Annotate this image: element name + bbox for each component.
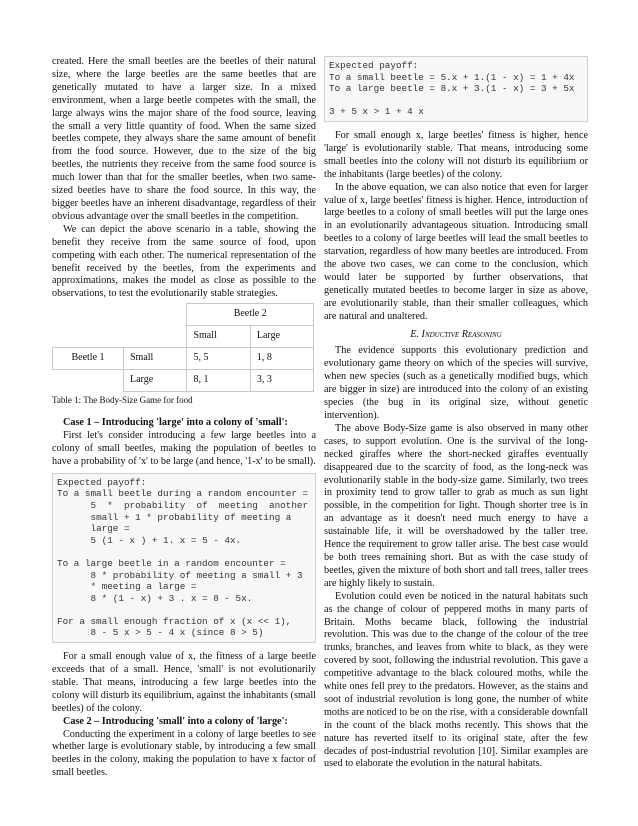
table-cell: 1, 8 [250,348,313,370]
case1-conclusion: For a small enough value of x, the fitness of a large beetle exceeds that of a small. Hence, 'small' is not evolutionarily stable. That means, introducing a few large beetles into the colony will disturb its equilibrium, against the inhabitants (small beetles) of the colony. [52,651,316,714]
table-cell: Large [124,370,187,392]
code-line [329,95,583,107]
case1-heading: Case 1 – Introducing 'large' into a colony of 'small': [63,417,288,429]
code-block-case2 [324,56,588,122]
table-col-large: Large [250,326,313,348]
table-row [53,304,314,326]
table-cell: Small [124,348,187,370]
table-row [53,348,314,370]
table-caption: Table 1: The Body-Size Game for food [52,395,193,406]
paragraph-evidence: The evidence supports this evolutionary prediction and evolutionary game theory on which of the species will survive, when new species (such as a genetically modified bugs, which are bigger in size) are introduced into the colony of an existing species (the bug in its original size, without genetic intervention). [324,345,588,421]
code-block-case1 [52,473,316,643]
code-line: To a large beetle = 8.x + 3.(1 - x) = 3 + 5x [329,83,575,95]
code-line: To a small beetle = 5.x + 1.(1 - x) = 1 + 4x [329,71,575,83]
table-row [53,326,314,348]
table-cell: 5, 5 [187,348,250,370]
right-column [324,56,588,771]
code-line: For a small enough fraction of x (x << 1), 8 - 5 x > 5 - 4 x (since 8 > 5) [57,615,292,639]
paragraph-table-intro: We can depict the above scenario in a table, showing the benefit they receive from the same source of food, upon competing with each other. The numerical representation of the benefit received by the beetles, from the experiments and approximations, makes the model as close as possible to the observations, to test the evolutionarily stable strategies. [52,223,316,300]
paragraph-fitness: For small enough x, large beetles' fitness is higher, hence 'large' is evolutionarily stable. That means, introducing some small beetles into the colony will not disturb its equilibrium or the inhabitants (large beetles) of the colony. [324,129,588,180]
table-row [53,370,314,392]
case2-paragraph: Conducting the experiment in a colony of large beetles to see whether large is evolutionary stable, by introducing a few small beetles in the colony, making the population to have x factor of small beetles. [52,728,316,779]
code-line: Expected payoff: [329,60,419,71]
paragraph-equation: In the above equation, we can also notice that even for larger value of x, large beetles' fitness is higher. Hence, introduction of large beetles to a colony of small beetles will put the large ones in an evolutionarily advantageous situation. Introducing small beetles to a colony of large beetles will lead the small beetles to starvation, regardless of how many beetles are introduced. From the above two cases, we can come to the conclusion, which would later be supported by further observations, that genetically mutated beetles to become larger in size as above, are evolutionarily stable, than their smaller colleagues, which are natural and unaltered. [324,181,588,322]
table-row-label-beetle1: Beetle 1 [53,348,124,370]
code-line [57,604,311,616]
paragraph-giraffe: The above Body-Size game is also observed in many other cases, to support evolution. One is the survival of the long-necked giraffes where the short-necked giraffes eventually disappeared due to the scarcity of food, as the long-neck was evolutionarily stable in the body-size game. Similarly, two trees in proximity tend to grow taller to grab as much as sun light possible, in the competition for light. Though shorter tree is in an advantage as it doesn't need much energy to have a sustainable life, it will be overshadowed by the taller tree. Hence the requirement to grow taller arise. The best case would be both trees remaining short. But as with the case study of beetles, given the mixture of both short and tall trees, taller trees are highly likely to sustain. [324,422,588,589]
table-cell: 3, 3 [250,370,313,392]
table-cell: 8, 1 [187,370,250,392]
left-column [52,56,316,780]
case1-paragraph: First let's consider introducing a few large beetles into a colony of small beetles, making the population of beetles to have a probability of 'x' to be large (and hence, '1-x' to be small). [52,430,316,467]
code-line [57,546,311,558]
case2-heading: Case 2 – Introducing 'small' into a colony of 'large': [63,715,288,727]
code-line: Expected payoff: [57,476,147,488]
table-col-small: Small [187,326,250,348]
section-title: Inductive Reasoning [421,328,502,340]
paragraph-intro: created. Here the small beetles are the beetles of their natural size, where the large beetles are the same beetles that are genetically mutated to have a larger size. In a mixed environment, when a large beetle competes with the small, the large always wins the major share of the food source, leaving the small a very little quantity of food. When the same sized beetles compete, they always share the same amount of benefit from the food source. However, due to the size of the big beetles, the nutrients they receive from the same food source is much lower than that for the smaller beetles, when two same-sized beetles have to share the food source. In this way, the bigger beetles have an inherent disadvantage, regardless of their obvious advantage over the small beetles in the competition. [52,56,316,222]
table-header-beetle2: Beetle 2 [187,304,314,326]
code-line: 3 + 5 x > 1 + 4 x [329,106,424,118]
section-heading [324,329,588,342]
code-line: To a large beetle in a random encounter = 8 * probability of meeting a small + 3 * meeting a large = 8 * (1 - x) + 3 . x = 8 - 5x. [57,557,303,604]
body-size-game-table [52,303,314,392]
section-letter: E. [410,328,419,340]
paragraph-moths: Evolution could even be noticed in the natural habitats such as the change of colour of peppered moths in many parts of Britain. Moths became black, following the industrial revolution. This was due to the change of the colour of the tree trunks, branches, and leaves from white to black, as they were covered by soot, following the industrial revolution. This gave a competitive advantage to the black coloured moths, while the white ones fell prey to the predators. However, as the stains and soot of industrial revolution is long gone, the number of white moths are noticed to be on the rise, with a considerable downfall in the count of the black moths recently. This shows that the nature has reverted itself to its original state, after the few decades of post-industrial revolution [10]. Similar examples are used to elaborate the evolution in the natural habitats. [324,590,588,770]
code-line: To a small beetle during a random encounter = 5 * probability of meeting another small + 1 * probability of meeting a large = 5 (1 - x ) + 1. x = 5 - 4x. [57,488,309,546]
